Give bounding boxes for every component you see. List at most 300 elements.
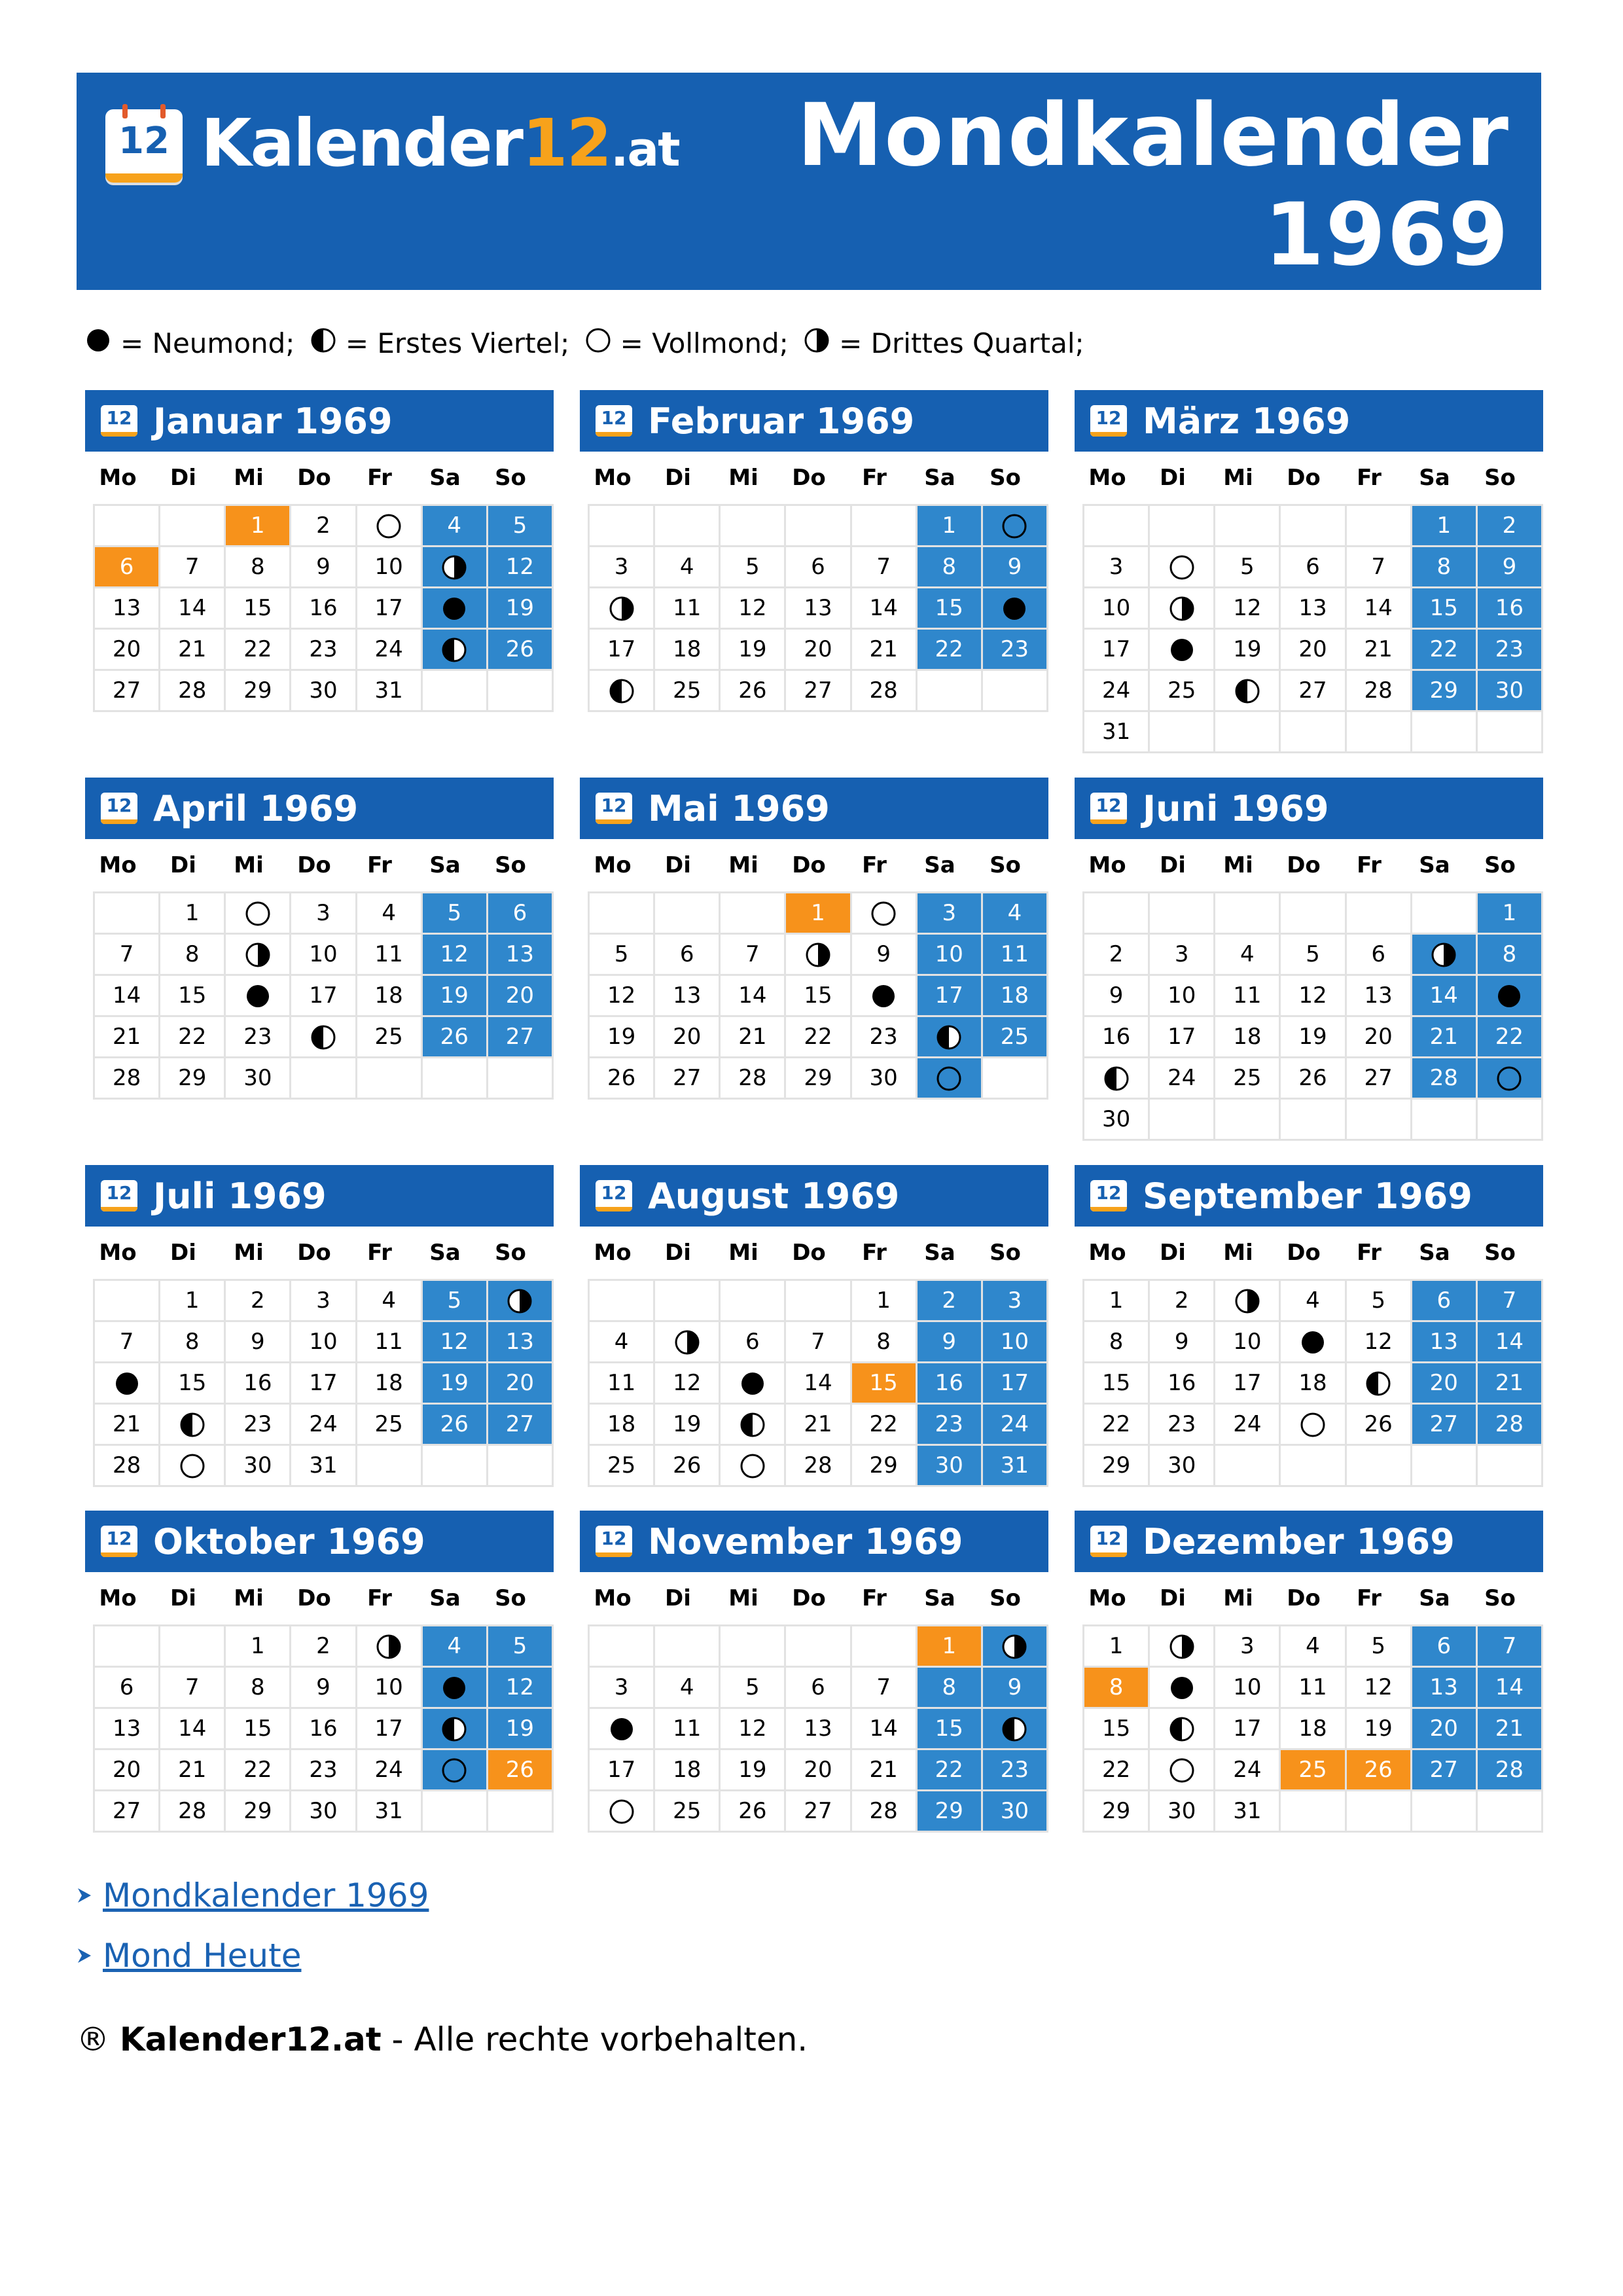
day-cell[interactable]: 27 <box>487 1016 552 1058</box>
day-cell[interactable]: 15 <box>916 588 982 629</box>
day-cell[interactable]: 30 <box>1084 1099 1149 1140</box>
day-cell[interactable]: 31 <box>356 670 421 711</box>
day-cell[interactable]: 24 <box>982 1404 1047 1445</box>
day-cell[interactable]: 9 <box>1149 1321 1215 1363</box>
day-cell[interactable]: 25 <box>356 1404 421 1445</box>
day-cell[interactable]: 25 <box>1215 1058 1280 1099</box>
day-cell[interactable]: 23 <box>982 629 1047 670</box>
day-cell[interactable]: 21 <box>1476 1708 1542 1749</box>
day-cell[interactable]: 29 <box>160 1058 225 1099</box>
day-cell[interactable]: 1 <box>1476 893 1542 934</box>
day-cell[interactable]: 27 <box>785 670 851 711</box>
day-cell[interactable]: 6 <box>1411 1626 1476 1667</box>
day-cell[interactable]: 3 <box>291 1280 356 1321</box>
day-cell[interactable]: 6 <box>720 1321 785 1363</box>
day-cell[interactable]: 1 <box>785 893 851 934</box>
day-cell[interactable]: 30 <box>1149 1445 1215 1486</box>
day-cell[interactable]: 21 <box>720 1016 785 1058</box>
day-cell[interactable]: 25 <box>654 1791 720 1832</box>
day-cell[interactable]: 26 <box>487 629 552 670</box>
day-cell[interactable]: 2 <box>291 1626 356 1667</box>
day-cell[interactable]: 1 <box>225 1626 291 1667</box>
day-cell[interactable]: 29 <box>1084 1445 1149 1486</box>
day-cell[interactable]: 8 <box>225 547 291 588</box>
day-cell[interactable]: 14 <box>851 588 916 629</box>
day-cell[interactable]: 21 <box>1476 1363 1542 1404</box>
day-cell[interactable]: 7 <box>851 1667 916 1708</box>
day-cell[interactable]: 18 <box>654 629 720 670</box>
day-cell[interactable]: 28 <box>160 1791 225 1832</box>
day-cell[interactable]: 24 <box>356 1749 421 1791</box>
day-cell[interactable]: 19 <box>720 1749 785 1791</box>
day-cell[interactable]: 10 <box>982 1321 1047 1363</box>
day-cell[interactable] <box>1149 1667 1215 1708</box>
day-cell[interactable] <box>1280 1321 1346 1363</box>
day-cell[interactable]: 9 <box>982 1667 1047 1708</box>
day-cell[interactable]: 8 <box>916 547 982 588</box>
day-cell[interactable]: 27 <box>654 1058 720 1099</box>
day-cell[interactable]: 20 <box>1280 629 1346 670</box>
day-cell[interactable]: 4 <box>1280 1626 1346 1667</box>
day-cell[interactable] <box>851 893 916 934</box>
day-cell[interactable]: 25 <box>356 1016 421 1058</box>
day-cell[interactable]: 29 <box>225 670 291 711</box>
day-cell[interactable]: 14 <box>1411 975 1476 1016</box>
day-cell[interactable]: 4 <box>654 1667 720 1708</box>
day-cell[interactable]: 16 <box>916 1363 982 1404</box>
day-cell[interactable]: 15 <box>785 975 851 1016</box>
day-cell[interactable] <box>1215 1280 1280 1321</box>
day-cell[interactable]: 9 <box>225 1321 291 1363</box>
day-cell[interactable]: 9 <box>291 547 356 588</box>
day-cell[interactable]: 21 <box>1346 629 1411 670</box>
day-cell[interactable]: 21 <box>851 629 916 670</box>
day-cell[interactable]: 1 <box>160 893 225 934</box>
day-cell[interactable]: 13 <box>1411 1667 1476 1708</box>
day-cell[interactable]: 4 <box>982 893 1047 934</box>
day-cell[interactable]: 10 <box>1215 1667 1280 1708</box>
day-cell[interactable]: 7 <box>1346 547 1411 588</box>
day-cell[interactable]: 23 <box>225 1016 291 1058</box>
day-cell[interactable]: 11 <box>356 934 421 975</box>
day-cell[interactable]: 28 <box>720 1058 785 1099</box>
day-cell[interactable]: 28 <box>785 1445 851 1486</box>
day-cell[interactable]: 16 <box>1149 1363 1215 1404</box>
day-cell[interactable]: 31 <box>291 1445 356 1486</box>
day-cell[interactable]: 30 <box>1149 1791 1215 1832</box>
day-cell[interactable] <box>487 1280 552 1321</box>
day-cell[interactable]: 17 <box>916 975 982 1016</box>
day-cell[interactable]: 1 <box>1084 1280 1149 1321</box>
day-cell[interactable]: 5 <box>720 1667 785 1708</box>
day-cell[interactable]: 2 <box>291 505 356 547</box>
day-cell[interactable]: 12 <box>1346 1321 1411 1363</box>
day-cell[interactable]: 13 <box>94 1708 160 1749</box>
day-cell[interactable] <box>1476 1058 1542 1099</box>
day-cell[interactable]: 7 <box>160 1667 225 1708</box>
day-cell[interactable]: 28 <box>851 1791 916 1832</box>
day-cell[interactable]: 19 <box>487 588 552 629</box>
day-cell[interactable]: 24 <box>1149 1058 1215 1099</box>
day-cell[interactable]: 8 <box>916 1667 982 1708</box>
day-cell[interactable]: 13 <box>654 975 720 1016</box>
day-cell[interactable] <box>160 1445 225 1486</box>
day-cell[interactable]: 5 <box>1215 547 1280 588</box>
day-cell[interactable]: 24 <box>1215 1749 1280 1791</box>
day-cell[interactable]: 27 <box>785 1791 851 1832</box>
day-cell[interactable]: 17 <box>589 1749 654 1791</box>
day-cell[interactable]: 14 <box>160 588 225 629</box>
day-cell[interactable]: 17 <box>291 1363 356 1404</box>
day-cell[interactable]: 19 <box>1215 629 1280 670</box>
day-cell[interactable]: 1 <box>1411 505 1476 547</box>
day-cell[interactable] <box>1411 934 1476 975</box>
day-cell[interactable]: 7 <box>720 934 785 975</box>
day-cell[interactable]: 3 <box>916 893 982 934</box>
day-cell[interactable]: 12 <box>589 975 654 1016</box>
day-cell[interactable]: 1 <box>1084 1626 1149 1667</box>
day-cell[interactable]: 18 <box>654 1749 720 1791</box>
day-cell[interactable]: 2 <box>916 1280 982 1321</box>
day-cell[interactable]: 24 <box>1084 670 1149 711</box>
day-cell[interactable]: 5 <box>589 934 654 975</box>
day-cell[interactable]: 7 <box>851 547 916 588</box>
day-cell[interactable]: 28 <box>1476 1749 1542 1791</box>
day-cell[interactable]: 12 <box>1215 588 1280 629</box>
day-cell[interactable]: 20 <box>785 629 851 670</box>
day-cell[interactable]: 13 <box>785 1708 851 1749</box>
day-cell[interactable]: 6 <box>94 1667 160 1708</box>
day-cell[interactable]: 12 <box>487 1667 552 1708</box>
day-cell[interactable]: 26 <box>720 670 785 711</box>
day-cell[interactable]: 8 <box>160 1321 225 1363</box>
day-cell[interactable]: 3 <box>589 547 654 588</box>
day-cell[interactable]: 11 <box>356 1321 421 1363</box>
day-cell[interactable]: 20 <box>487 975 552 1016</box>
day-cell[interactable]: 22 <box>1411 629 1476 670</box>
day-cell[interactable]: 14 <box>1346 588 1411 629</box>
day-cell[interactable]: 26 <box>421 1016 487 1058</box>
day-cell[interactable]: 25 <box>982 1016 1047 1058</box>
day-cell[interactable]: 13 <box>785 588 851 629</box>
day-cell[interactable]: 15 <box>916 1708 982 1749</box>
day-cell[interactable]: 16 <box>1476 588 1542 629</box>
day-cell[interactable]: 6 <box>785 547 851 588</box>
day-cell[interactable]: 30 <box>1476 670 1542 711</box>
day-cell[interactable]: 26 <box>1346 1749 1411 1791</box>
day-cell[interactable]: 18 <box>1215 1016 1280 1058</box>
day-cell[interactable]: 30 <box>225 1445 291 1486</box>
day-cell[interactable]: 2 <box>1149 1280 1215 1321</box>
day-cell[interactable]: 4 <box>421 505 487 547</box>
day-cell[interactable] <box>916 1016 982 1058</box>
day-cell[interactable]: 27 <box>1280 670 1346 711</box>
day-cell[interactable]: 27 <box>1411 1404 1476 1445</box>
day-cell[interactable]: 22 <box>1084 1749 1149 1791</box>
day-cell[interactable]: 14 <box>851 1708 916 1749</box>
day-cell[interactable]: 27 <box>1346 1058 1411 1099</box>
day-cell[interactable]: 26 <box>487 1749 552 1791</box>
day-cell[interactable] <box>356 1626 421 1667</box>
day-cell[interactable]: 25 <box>1280 1749 1346 1791</box>
day-cell[interactable]: 15 <box>160 1363 225 1404</box>
day-cell[interactable]: 16 <box>291 1708 356 1749</box>
day-cell[interactable]: 28 <box>160 670 225 711</box>
day-cell[interactable]: 14 <box>94 975 160 1016</box>
day-cell[interactable]: 22 <box>225 629 291 670</box>
day-cell[interactable]: 23 <box>1476 629 1542 670</box>
day-cell[interactable]: 13 <box>94 588 160 629</box>
day-cell[interactable]: 5 <box>1346 1280 1411 1321</box>
day-cell[interactable]: 17 <box>356 588 421 629</box>
day-cell[interactable]: 17 <box>982 1363 1047 1404</box>
day-cell[interactable]: 6 <box>1346 934 1411 975</box>
day-cell[interactable]: 26 <box>1280 1058 1346 1099</box>
day-cell[interactable]: 6 <box>785 1667 851 1708</box>
site-logo[interactable] <box>105 105 679 187</box>
day-cell[interactable]: 5 <box>1346 1626 1411 1667</box>
day-cell[interactable]: 27 <box>487 1404 552 1445</box>
day-cell[interactable]: 24 <box>291 1404 356 1445</box>
day-cell[interactable]: 3 <box>1084 547 1149 588</box>
day-cell[interactable]: 5 <box>1280 934 1346 975</box>
day-cell[interactable]: 22 <box>225 1749 291 1791</box>
day-cell[interactable] <box>589 1791 654 1832</box>
day-cell[interactable]: 12 <box>720 1708 785 1749</box>
day-cell[interactable]: 13 <box>1346 975 1411 1016</box>
day-cell[interactable]: 18 <box>1280 1708 1346 1749</box>
day-cell[interactable] <box>1084 1058 1149 1099</box>
day-cell[interactable] <box>225 934 291 975</box>
day-cell[interactable]: 3 <box>291 893 356 934</box>
day-cell[interactable]: 21 <box>1411 1016 1476 1058</box>
day-cell[interactable]: 20 <box>487 1363 552 1404</box>
day-cell[interactable]: 2 <box>1084 934 1149 975</box>
day-cell[interactable]: 14 <box>1476 1321 1542 1363</box>
day-cell[interactable]: 23 <box>1149 1404 1215 1445</box>
day-cell[interactable]: 23 <box>291 1749 356 1791</box>
day-cell[interactable] <box>421 1749 487 1791</box>
day-cell[interactable]: 7 <box>94 1321 160 1363</box>
day-cell[interactable]: 22 <box>851 1404 916 1445</box>
day-cell[interactable]: 19 <box>589 1016 654 1058</box>
day-cell[interactable]: 23 <box>225 1404 291 1445</box>
day-cell[interactable]: 8 <box>1476 934 1542 975</box>
day-cell[interactable]: 4 <box>654 547 720 588</box>
day-cell[interactable]: 20 <box>1411 1708 1476 1749</box>
day-cell[interactable] <box>291 1016 356 1058</box>
day-cell[interactable]: 1 <box>160 1280 225 1321</box>
day-cell[interactable]: 6 <box>654 934 720 975</box>
day-cell[interactable]: 20 <box>1411 1363 1476 1404</box>
day-cell[interactable]: 15 <box>1411 588 1476 629</box>
day-cell[interactable]: 11 <box>1215 975 1280 1016</box>
day-cell[interactable]: 27 <box>94 1791 160 1832</box>
day-cell[interactable]: 11 <box>1280 1667 1346 1708</box>
day-cell[interactable]: 9 <box>982 547 1047 588</box>
day-cell[interactable] <box>1215 670 1280 711</box>
day-cell[interactable]: 11 <box>589 1363 654 1404</box>
day-cell[interactable]: 23 <box>291 629 356 670</box>
day-cell[interactable]: 28 <box>851 670 916 711</box>
day-cell[interactable]: 26 <box>589 1058 654 1099</box>
day-cell[interactable] <box>785 934 851 975</box>
day-cell[interactable]: 4 <box>1215 934 1280 975</box>
day-cell[interactable]: 23 <box>916 1404 982 1445</box>
day-cell[interactable]: 5 <box>421 893 487 934</box>
day-cell[interactable]: 31 <box>982 1445 1047 1486</box>
day-cell[interactable]: 4 <box>421 1626 487 1667</box>
day-cell[interactable] <box>421 547 487 588</box>
day-cell[interactable]: 25 <box>589 1445 654 1486</box>
day-cell[interactable]: 14 <box>1476 1667 1542 1708</box>
day-cell[interactable]: 3 <box>982 1280 1047 1321</box>
day-cell[interactable]: 29 <box>916 1791 982 1832</box>
day-cell[interactable]: 14 <box>785 1363 851 1404</box>
day-cell[interactable]: 1 <box>916 505 982 547</box>
day-cell[interactable] <box>94 1363 160 1404</box>
day-cell[interactable]: 18 <box>589 1404 654 1445</box>
day-cell[interactable]: 9 <box>291 1667 356 1708</box>
day-cell[interactable]: 11 <box>654 1708 720 1749</box>
day-cell[interactable]: 1 <box>851 1280 916 1321</box>
day-cell[interactable]: 19 <box>487 1708 552 1749</box>
day-cell[interactable]: 12 <box>487 547 552 588</box>
day-cell[interactable]: 28 <box>1476 1404 1542 1445</box>
day-cell[interactable] <box>720 1363 785 1404</box>
day-cell[interactable]: 12 <box>654 1363 720 1404</box>
day-cell[interactable]: 30 <box>916 1445 982 1486</box>
day-cell[interactable]: 20 <box>1346 1016 1411 1058</box>
day-cell[interactable]: 16 <box>291 588 356 629</box>
day-cell[interactable]: 22 <box>1476 1016 1542 1058</box>
day-cell[interactable]: 13 <box>1411 1321 1476 1363</box>
day-cell[interactable]: 10 <box>291 1321 356 1363</box>
day-cell[interactable]: 4 <box>356 1280 421 1321</box>
day-cell[interactable]: 15 <box>225 1708 291 1749</box>
day-cell[interactable]: 28 <box>94 1058 160 1099</box>
day-cell[interactable]: 11 <box>654 588 720 629</box>
day-cell[interactable]: 30 <box>291 670 356 711</box>
day-cell[interactable]: 26 <box>654 1445 720 1486</box>
day-cell[interactable]: 7 <box>94 934 160 975</box>
day-cell[interactable]: 15 <box>225 588 291 629</box>
day-cell[interactable]: 7 <box>1476 1280 1542 1321</box>
day-cell[interactable]: 6 <box>1411 1280 1476 1321</box>
day-cell[interactable] <box>654 1321 720 1363</box>
day-cell[interactable]: 21 <box>160 1749 225 1791</box>
day-cell[interactable]: 9 <box>851 934 916 975</box>
day-cell[interactable]: 17 <box>291 975 356 1016</box>
day-cell[interactable] <box>1149 1626 1215 1667</box>
day-cell[interactable]: 5 <box>421 1280 487 1321</box>
day-cell[interactable] <box>982 1626 1047 1667</box>
day-cell[interactable] <box>916 1058 982 1099</box>
day-cell[interactable] <box>720 1404 785 1445</box>
day-cell[interactable] <box>421 629 487 670</box>
day-cell[interactable]: 31 <box>1215 1791 1280 1832</box>
day-cell[interactable]: 15 <box>1084 1363 1149 1404</box>
day-cell[interactable]: 25 <box>1149 670 1215 711</box>
day-cell[interactable]: 17 <box>1149 1016 1215 1058</box>
day-cell[interactable]: 20 <box>654 1016 720 1058</box>
day-cell[interactable]: 10 <box>356 1667 421 1708</box>
day-cell[interactable]: 29 <box>851 1445 916 1486</box>
day-cell[interactable]: 27 <box>1411 1749 1476 1791</box>
day-cell[interactable]: 6 <box>1280 547 1346 588</box>
day-cell[interactable] <box>851 975 916 1016</box>
day-cell[interactable]: 16 <box>1084 1016 1149 1058</box>
day-cell[interactable]: 28 <box>1346 670 1411 711</box>
day-cell[interactable]: 15 <box>1084 1708 1149 1749</box>
day-cell[interactable]: 10 <box>1149 975 1215 1016</box>
link-mond-heute[interactable]: Mond Heute <box>103 1937 302 1975</box>
day-cell[interactable]: 20 <box>94 1749 160 1791</box>
day-cell[interactable]: 28 <box>1411 1058 1476 1099</box>
day-cell[interactable]: 27 <box>94 670 160 711</box>
day-cell[interactable]: 1 <box>225 505 291 547</box>
day-cell[interactable]: 4 <box>1280 1280 1346 1321</box>
day-cell[interactable]: 31 <box>1084 711 1149 753</box>
day-cell[interactable]: 9 <box>1084 975 1149 1016</box>
day-cell[interactable]: 29 <box>1411 670 1476 711</box>
day-cell[interactable]: 31 <box>356 1791 421 1832</box>
day-cell[interactable]: 17 <box>1215 1708 1280 1749</box>
day-cell[interactable]: 4 <box>589 1321 654 1363</box>
day-cell[interactable]: 7 <box>160 547 225 588</box>
day-cell[interactable]: 20 <box>94 629 160 670</box>
day-cell[interactable]: 6 <box>487 893 552 934</box>
day-cell[interactable]: 19 <box>1280 1016 1346 1058</box>
day-cell[interactable]: 17 <box>356 1708 421 1749</box>
day-cell[interactable]: 21 <box>94 1404 160 1445</box>
day-cell[interactable]: 18 <box>356 1363 421 1404</box>
day-cell[interactable]: 2 <box>1476 505 1542 547</box>
day-cell[interactable]: 8 <box>225 1667 291 1708</box>
day-cell[interactable] <box>421 1667 487 1708</box>
day-cell[interactable]: 5 <box>487 1626 552 1667</box>
day-cell[interactable] <box>225 893 291 934</box>
day-cell[interactable]: 22 <box>785 1016 851 1058</box>
day-cell[interactable] <box>720 1445 785 1486</box>
day-cell[interactable]: 21 <box>160 629 225 670</box>
day-cell[interactable]: 10 <box>356 547 421 588</box>
day-cell[interactable] <box>982 1708 1047 1749</box>
day-cell[interactable]: 17 <box>1215 1363 1280 1404</box>
day-cell[interactable]: 14 <box>720 975 785 1016</box>
day-cell[interactable]: 13 <box>487 934 552 975</box>
day-cell[interactable]: 1 <box>916 1626 982 1667</box>
day-cell[interactable]: 21 <box>851 1749 916 1791</box>
day-cell[interactable]: 26 <box>1346 1404 1411 1445</box>
day-cell[interactable]: 7 <box>785 1321 851 1363</box>
day-cell[interactable] <box>356 505 421 547</box>
day-cell[interactable]: 19 <box>421 1363 487 1404</box>
day-cell[interactable]: 23 <box>851 1016 916 1058</box>
day-cell[interactable]: 8 <box>160 934 225 975</box>
day-cell[interactable] <box>160 1404 225 1445</box>
day-cell[interactable] <box>1476 975 1542 1016</box>
day-cell[interactable]: 22 <box>916 1749 982 1791</box>
day-cell[interactable]: 9 <box>916 1321 982 1363</box>
day-cell[interactable] <box>589 670 654 711</box>
day-cell[interactable]: 22 <box>916 629 982 670</box>
day-cell[interactable]: 22 <box>1084 1404 1149 1445</box>
day-cell[interactable]: 26 <box>720 1791 785 1832</box>
day-cell[interactable]: 18 <box>1280 1363 1346 1404</box>
day-cell[interactable] <box>1346 1363 1411 1404</box>
day-cell[interactable]: 8 <box>1411 547 1476 588</box>
